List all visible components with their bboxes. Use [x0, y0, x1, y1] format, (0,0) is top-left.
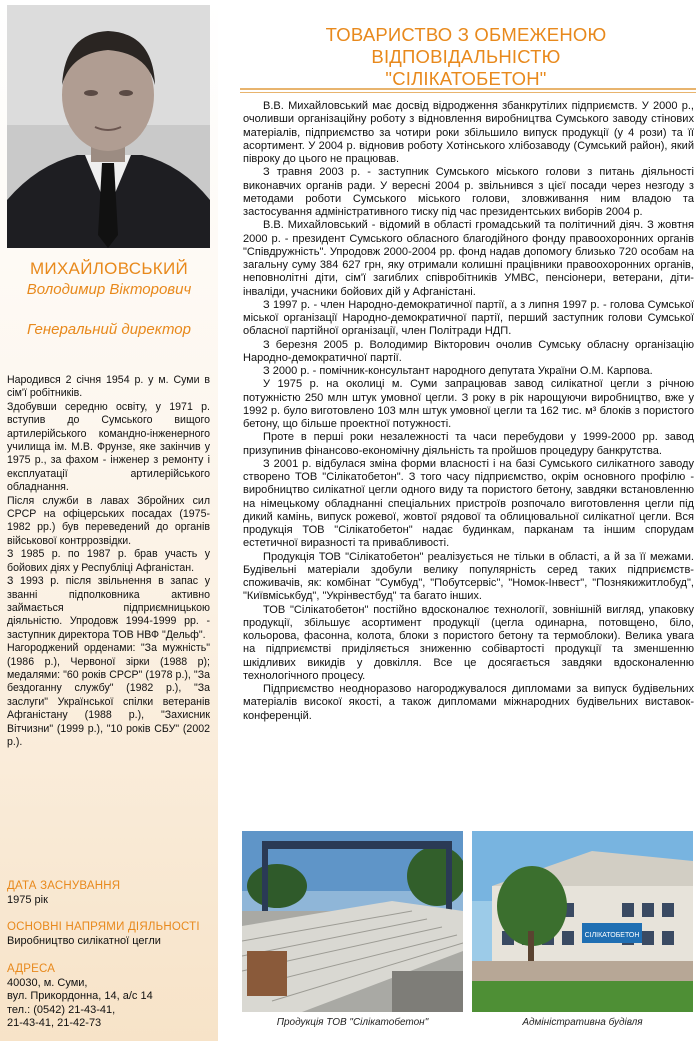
person-position: Генеральний директор — [27, 321, 191, 338]
article-paragraph: У 1975 р. на околиці м. Суми запрацював завод силікатної цегли з річною потужністю 250 млн штук умовної цегли. З року в рік нарощуючи виробництво, вже у 1992 р. було виготовлено 103 млн штук умовної цегли та 162 тис. м³ блоків з пористого бетону, що більше проектної потужності. — [243, 378, 694, 430]
phone-line: 21-43-41, 21-42-73 — [7, 1017, 102, 1029]
founded-value: 1975 рік — [7, 893, 48, 906]
article-paragraph: З травня 2003 р. - заступник Сумського міського голови з питань діяльності виконавчих органів ради. У вересні 2004 р. звільнився з цієї посади через незгоду з методами роботи Сумського міського голови, зловживання ним владою та застосування адміністративного тиску під час президентських виборів 2004 р. — [243, 166, 694, 218]
bio-paragraph: З 1993 р. після звільнення в запас у званні підполковника активно займається підприємницькою діяльністю. Упродовж 1994-1999 рр. - заступник директора ТОВ НВФ "Дельф". — [7, 575, 210, 641]
article-paragraph: З 1997 р. - член Народно-демократичної партії, а з липня 1997 р. - голова Сумської міської організації Народно-демократичної партії, перший заступник голови Сумської обласної партійної організації, член Політради НДП. — [243, 298, 694, 338]
article-paragraph: В.В. Михайловський має досвід відродження збанкрутілих підприємств. У 2000 р., очоливши організаційну роботу з відновлення виробництва Сумського заводу стінових матеріалів, підприємство за чотири роки збільшило випуск продукції (у 4 рози) та її асортимент. У 2004 р. відновив роботу Хотінського хлібозаводу (Сумський район), який півроку до цього не працював. — [243, 100, 694, 165]
article-paragraph: В.В. Михайловський - відомий в області громадський та політичний діяч. З жовтня 2000 р. - президент Сумського обласного благодійного фонду правоохоронних органів "Співдружність". Упродовж 2000-2004 рр. фонд надав допомогу близько 720 особам на загальну суму 384 627 грн, яку отримали колишні працівники правоохоронних органів, неповнолітні діти, сім'ї загиблих співробітників УМВС, пенсіонери, ветерани, діти-інваліди, учасники бойових дій у Афганістані. — [243, 219, 694, 298]
phone-line: тел.: (0542) 21-43-41, — [7, 1003, 116, 1016]
article-paragraph: Підприємство неодноразово нагороджувалося дипломами за випуск будівельних матеріалів високої якості, а також дипломами міжнародних будівельних виставок-конференцій. — [243, 683, 694, 722]
article-paragraph: Проте в перші роки незалежності та часи перебудови у 1999-2000 рр. завод призупинив фінансово-економічну діяльність та пройшов процедуру банкрутства. — [243, 431, 694, 457]
page-title — [236, 24, 696, 90]
article-paragraph: З березня 2005 р. Володимир Вікторович очолив Сумську обласну організацію Народно-демократичної партії. — [243, 338, 694, 364]
photo-caption: Продукція ТОВ "Сілікатобетон" — [276, 1017, 429, 1028]
bio-paragraph: Нагороджений орденами: "За мужність" (1986 р.), Червоної зірки (1988 р); медалями: "60 років СРСР" (1978 р.), "За бездоганну службу" (1982 р.), "За заслуги" Української спілки ветеранів Афганістану (1988 р.), "Захисник Вітчизни" (1999 р.), "10 років СБУ" (2002 р.). — [7, 642, 210, 748]
building-sign-text: СІЛІКАТОБЕТОН — [584, 932, 640, 939]
bio-paragraph: З 1985 р. по 1987 р. брав участь у бойових діях у Республіці Афганістан. — [7, 548, 210, 574]
sidebar — [0, 0, 218, 1041]
address-line: вул. Прикордонна, 14, а/с 14 — [7, 990, 153, 1002]
activity-label: ОСНОВНІ НАПРЯМИ ДІЯЛЬНОСТІ — [7, 921, 200, 933]
address-label: АДРЕСА — [7, 963, 56, 975]
divider — [240, 92, 696, 93]
activity-value: Виробництво силікатної цегли — [7, 934, 161, 947]
address-block — [7, 963, 212, 1031]
founded-label: ДАТА ЗАСНУВАННЯ — [7, 880, 121, 892]
article-paragraph: ТОВ "Сілікатобетон" постійно вдосконалює технології, зовнішній вигляд, упаковку продукції, збільшує асортимент продукції (цегла одинарна, потовщено, біло, кольорова, фасонна, колота, блоки з пористого бетону та термоблоки). Велика увага на підприємстві приділяється зниженню собівартості продукції та зменшенню шкідливих викидів у довкілля. Все це досягається завдяки вдосконаленню технологічного процесу. — [243, 603, 694, 682]
biography — [7, 374, 210, 749]
building-photo — [472, 831, 693, 1012]
divider — [240, 88, 696, 90]
title-line: "СІЛІКАТОБЕТОН" — [385, 68, 547, 89]
photo-caption: Адміністративна будівля — [522, 1017, 643, 1028]
founded-block — [7, 880, 212, 907]
article-body — [243, 100, 694, 723]
person-last-name: МИХАЙЛОВСЬКИЙ — [29, 259, 189, 278]
bio-paragraph: Здобувши середню освіту, у 1971 р. вступив до Сумського вищого артилерійського командно-інженерного училища ім. М.В. Фрунзе, яке закінчив у 1975 р., за фахом - інженер з ремонту і експлуатації артилерійського обладнання. — [7, 400, 210, 494]
activity-block — [7, 921, 212, 948]
bio-paragraph: Після служби в лавах Збройних сил СРСР на офіцерських посадах (1975-1982 рр.) був переведений до органів військової контррозвідки. — [7, 494, 210, 547]
article-paragraph: Продукція ТОВ "Сілікатобетон" реалізується не тільки в області, а й за її межами. Будівельні матеріали здобули велику популярність серед таких підприємств-споживачів, як: комбінат "Сумбуд", "Побутсервіс", "Номок-Інвест", "Познякижитлобуд", "Київміськбуд", "Укрінвестбуд" та багато інших. — [243, 550, 694, 603]
article-paragraph: З 2001 р. відбулася зміна форми власності і на базі Сумського силікатного заводу створено ТОВ "Сілікатобетон". З того часу підприємство, окрім основного профілю - виробництво силікатної цегли одного виду та пористого бетону, завдяки встановленню на німецькому обладнанні спеціальних пристроїв розпочало виготовлення цегли під дикий камінь, випуск рожевої, жовтої рядової та облицювальної силікатної цегли. Вся продукція ТОВ "Сілікатобетон" надає будинкам, парканам та іншим спорудам естетичної виразності та привабливості. — [243, 457, 694, 550]
portrait-photo — [7, 5, 210, 248]
product-photo — [242, 831, 463, 1012]
article-paragraph: З 2000 р. - помічник-консультант народного депутата України О.М. Карпова. — [263, 365, 653, 377]
title-line: ТОВАРИСТВО З ОБМЕЖЕНОЮ ВІДПОВІДАЛЬНІСТЮ — [325, 24, 607, 67]
bio-paragraph: Народився 2 січня 1954 р. у м. Суми в сім'ї робітників. — [7, 374, 210, 400]
address-line: 40030, м. Суми, — [7, 976, 88, 989]
person-first-names: Володимир Вікторович — [26, 281, 192, 298]
